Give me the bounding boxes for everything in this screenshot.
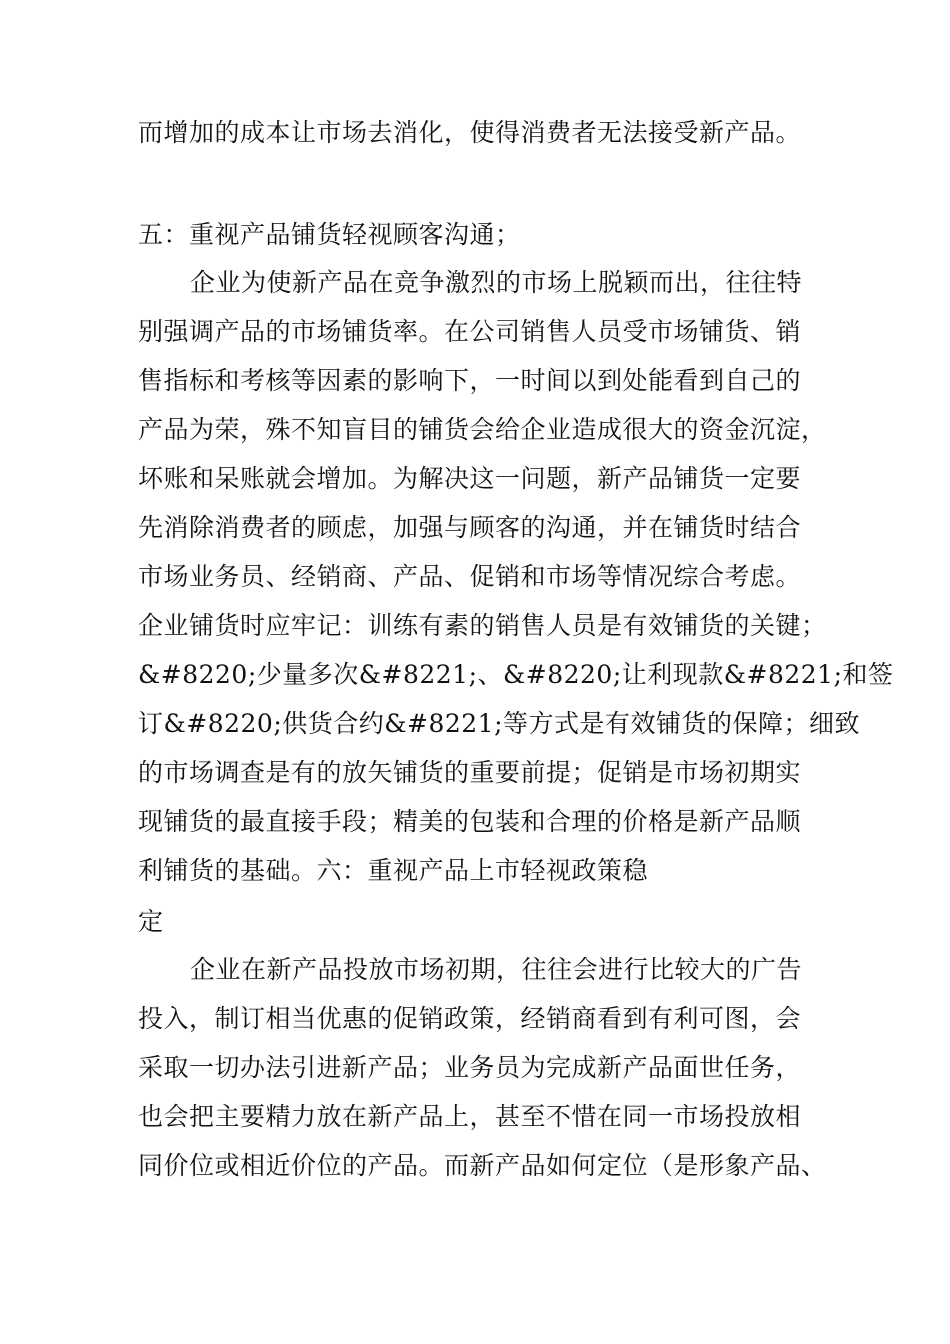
paragraph-5-line-9: &#8220;少量多次&#8221;、&#8220;让利现款&#8221;和签 [138, 660, 894, 689]
paragraph-5-line-2: 别强调产品的市场铺货率。在公司销售人员受市场铺货、销 [138, 317, 802, 346]
section-heading-6-tail: 定 [138, 907, 164, 936]
paragraph-5-line-5: 坏账和呆账就会增加。为解决这一问题，新产品铺货一定要 [138, 464, 802, 493]
paragraph-6-line-3: 采取一切办法引进新产品；业务员为完成新产品面世任务， [138, 1053, 802, 1082]
paragraph-5-line-3: 售指标和考核等因素的影响下，一时间以到处能看到自己的 [138, 366, 802, 395]
paragraph-5-line-6: 先消除消费者的顾虑，加强与顾客的沟通，并在铺货时结合 [138, 513, 802, 542]
paragraph-5-line-11: 的市场调查是有的放矢铺货的重要前提；促销是市场初期实 [138, 758, 802, 787]
paragraph-6-line-2: 投入，制订相当优惠的促销政策，经销商看到有利可图，会 [138, 1004, 802, 1033]
paragraph-5-line-7: 市场业务员、经销商、产品、促销和市场等情况综合考虑。 [138, 562, 802, 591]
paragraph-5-line-8: 企业铺货时应牢记：训练有素的销售人员是有效铺货的关键； [138, 611, 827, 640]
paragraph-5-line-4: 产品为荣，殊不知盲目的铺货会给企业造成很大的资金沉淀， [138, 415, 827, 444]
paragraph-6-line-1: 企业在新产品投放市场初期，往往会进行比较大的广告 [190, 955, 803, 984]
paragraph-6-line-4: 也会把主要精力放在新产品上，甚至不惜在同一市场投放相 [138, 1102, 802, 1131]
paragraph-5-line-1: 企业为使新产品在竞争激烈的市场上脱颖而出，往往特 [190, 268, 803, 297]
paragraph-5-line-13: 利铺货的基础。六：重视产品上市轻视政策稳 [138, 856, 649, 885]
section-heading-5: 五：重视产品铺货轻视顾客沟通； [138, 220, 521, 249]
paragraph-6-line-5: 同价位或相近价位的产品。而新产品如何定位（是形象产品、 [138, 1151, 827, 1180]
paragraph-5-line-12: 现铺货的最直接手段；精美的包装和合理的价格是新产品顺 [138, 807, 802, 836]
text-line-1: 而增加的成本让市场去消化，使得消费者无法接受新产品。 [138, 118, 802, 147]
paragraph-5-line-10: 订&#8220;供货合约&#8221;等方式是有效铺货的保障；细致 [138, 709, 860, 738]
